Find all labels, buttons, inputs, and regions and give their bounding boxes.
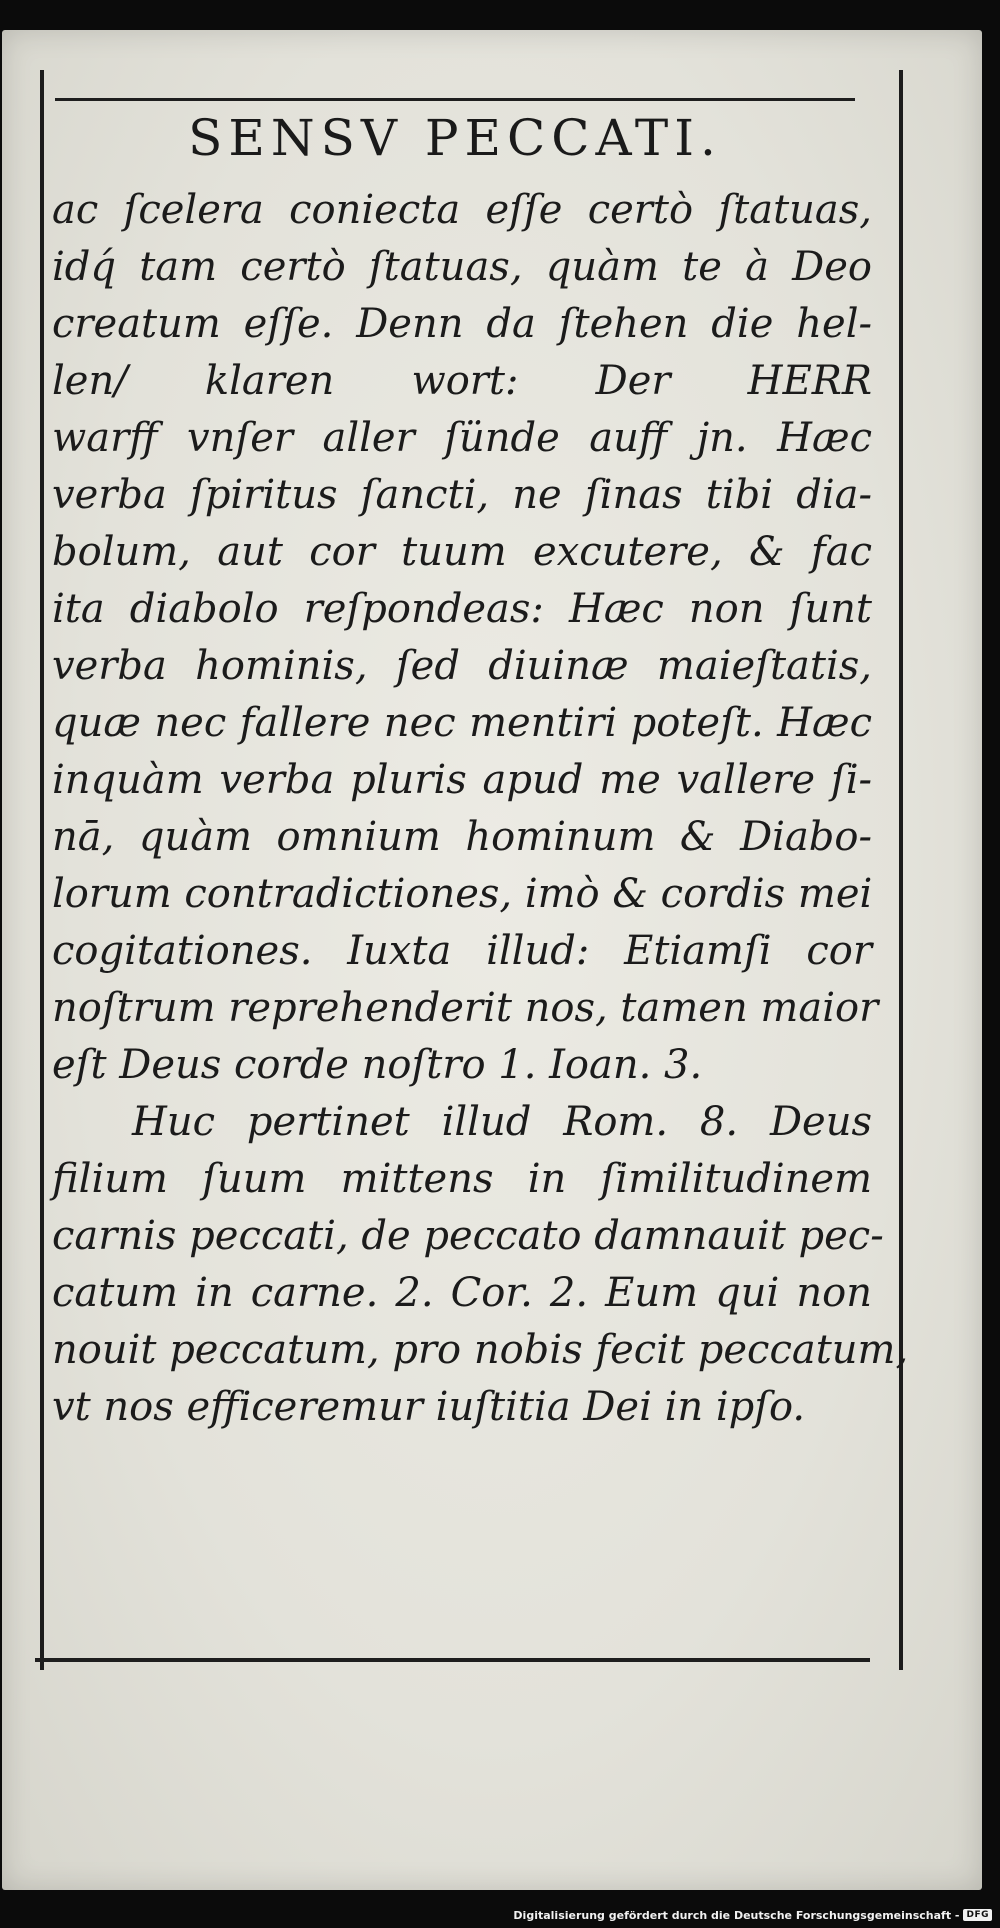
text-line: warff vnſer aller ſünde auff jn. Hæc: [52, 415, 872, 461]
text-line: vt nos efficeremur iuſtitia Dei in ipſo.: [52, 1384, 806, 1430]
text-line: ita diabolo reſpondeas: Hæc non ſunt: [52, 586, 872, 632]
digitization-credit: [513, 1904, 992, 1926]
text-line: carnis peccati, de peccato damnauit pec-: [52, 1213, 884, 1259]
top-rule: [55, 98, 855, 101]
text-line: catum in carne. 2. Cor. 2. Eum qui non: [52, 1270, 872, 1316]
text-line: nouit peccatum, pro nobis fecit peccatum,: [52, 1327, 909, 1373]
text-line: ac ſcelera coniecta eſſe certò ſtatuas,: [52, 187, 872, 233]
text-line: verba ſpiritus ſancti, ne ſinas tibi dia-: [52, 472, 872, 518]
running-title: SENSV PECCATI.: [188, 109, 722, 167]
text-line: bolum, aut cor tuum excutere, & fac: [52, 529, 872, 575]
body-text: [52, 182, 909, 1436]
text-line: creatum eſſe. Denn da ſtehen die hel-: [52, 301, 872, 347]
text-line: verba hominis, ſed diuinæ maieſtatis,: [52, 643, 872, 689]
dfg-logo: DFG: [963, 1909, 992, 1921]
text-line: cogitationes. Iuxta illud: Etiamſi cor: [52, 928, 872, 974]
text-line: noſtrum reprehenderit nos, tamen maior: [52, 985, 879, 1031]
text-line: inquàm verba pluris apud me vallere ſi-: [52, 757, 872, 803]
text-line: nā, quàm omnium hominum & Diabo-: [52, 814, 872, 860]
text-line: lorum contradictiones, imò & cordis mei: [52, 871, 873, 917]
text-line: len/ klaren wort: Der HERR: [52, 358, 872, 404]
bottom-rule: [35, 1658, 870, 1662]
text-line: filium ſuum mittens in ſimilitudinem: [52, 1156, 872, 1202]
text-line: quæ nec fallere nec mentiri poteſt. Hæc: [52, 700, 872, 746]
text-line: Huc pertinet illud Rom. 8. Deus: [132, 1099, 872, 1145]
text-line: eſt Deus corde noſtro 1. Ioan. 3.: [52, 1042, 703, 1088]
text-line: idq́ tam certò ſtatuas, quàm te à Deo: [52, 244, 872, 290]
credit-text: Digitalisierung gefördert durch die Deutsche Forschungsgemeinschaft -: [513, 1908, 960, 1922]
